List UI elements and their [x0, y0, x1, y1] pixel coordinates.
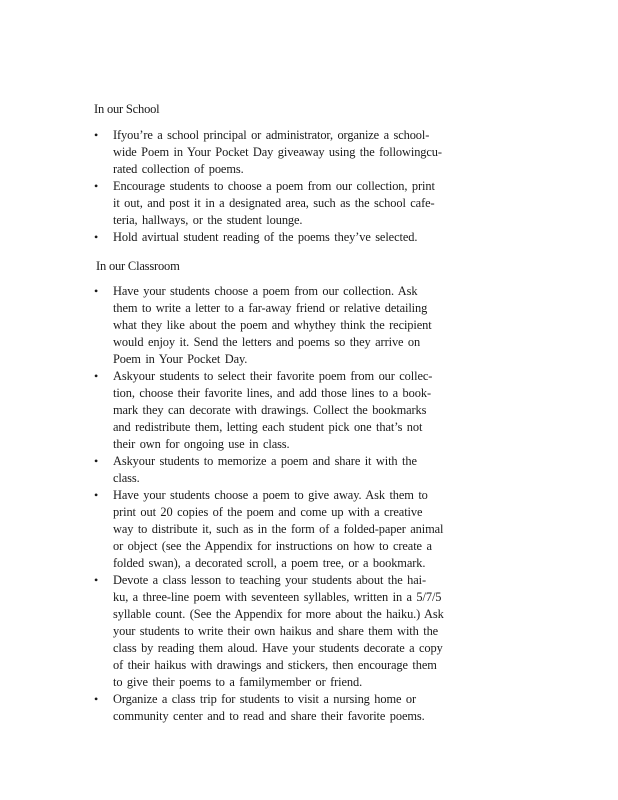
list-item-line: to give their poems to a familymember or friend. [113, 675, 363, 689]
list-item-line: their own for ongoing use in class. [113, 437, 290, 451]
list-item-line: class by reading them aloud. Have your students decorate a copy [113, 641, 443, 655]
classroom-list [0, 283, 618, 725]
classroom-list-item [0, 368, 495, 453]
list-item-line: rated collection of poems. [113, 162, 244, 176]
list-item-line: ku, a three-line poem with seventeen syllables, written in a 5/7/5 [113, 590, 442, 604]
bullet-icon: • [94, 454, 99, 468]
school-list-item [0, 229, 495, 246]
list-item-line: would enjoy it. Send the letters and poems so they arrive on [113, 335, 421, 349]
bullet-icon: • [94, 369, 99, 383]
classroom-section [0, 258, 618, 725]
list-item-line: Askyour students to select their favorite poem from our collec- [113, 369, 433, 383]
list-item-line: community center and to read and share their favorite poems. [113, 709, 425, 723]
classroom-heading: In our Classroom [96, 259, 180, 273]
bullet-icon: • [94, 128, 99, 142]
classroom-list-item [0, 283, 495, 368]
list-item-line: what they like about the poem and whythey think the recipient [113, 318, 432, 332]
list-item-line: way to distribute it, such as in the form of a folded-paper animal [113, 522, 444, 536]
list-item-line: and redistribute them, letting each student pick one that’s not [113, 420, 423, 434]
bullet-icon: • [94, 573, 99, 587]
list-item-line: Have your students choose a poem to give away. Ask them to [113, 488, 428, 502]
classroom-list-item [0, 453, 495, 487]
list-item-line: of their haikus with drawings and stickers, then encourage them [113, 658, 437, 672]
classroom-list-item [0, 691, 495, 725]
list-item-line: syllable count. (See the Appendix for more about the haiku.) Ask [113, 607, 444, 621]
list-item-line: Organize a class trip for students to visit a nursing home or [113, 692, 417, 706]
school-heading: In our School [94, 102, 160, 116]
classroom-list-item [0, 572, 495, 691]
list-item-line: Devote a class lesson to teaching your students about the hai- [113, 573, 426, 587]
list-item-line: them to write a letter to a far-away friend or relative detailing [113, 301, 428, 315]
school-list-item [0, 178, 495, 229]
list-item-line: your students to write their own haikus and share them with the [113, 624, 439, 638]
list-item-line: Poem in Your Pocket Day. [113, 352, 248, 366]
list-item-line: mark they can decorate with drawings. Collect the bookmarks [113, 403, 427, 417]
school-list [0, 127, 618, 246]
list-item-line: Hold avirtual student reading of the poems they’ve selected. [113, 230, 418, 244]
list-item-line: Askyour students to memorize a poem and share it with the [113, 454, 417, 468]
school-section [0, 101, 618, 246]
list-item-line: folded swan), a decorated scroll, a poem tree, or a bookmark. [113, 556, 426, 570]
list-item-line: teria, hallways, or the student lounge. [113, 213, 303, 227]
list-item-line: it out, and post it in a designated area, such as the school cafe- [113, 196, 435, 210]
school-list-item [0, 127, 495, 178]
list-item-line: Encourage students to choose a poem from our collection, print [113, 179, 435, 193]
bullet-icon: • [94, 179, 99, 193]
list-item-line: wide Poem in Your Pocket Day giveaway using the followingcu- [113, 145, 442, 159]
classroom-list-item [0, 487, 495, 572]
bullet-icon: • [94, 284, 99, 298]
bullet-icon: • [94, 488, 99, 502]
list-item-line: or object (see the Appendix for instructions on how to create a [113, 539, 432, 553]
list-item-line: print out 20 copies of the poem and come up with a creative [113, 505, 423, 519]
list-item-line: tion, choose their favorite lines, and add those lines to a book- [113, 386, 431, 400]
list-item-line: Have your students choose a poem from our collection. Ask [113, 284, 418, 298]
list-item-line: Ifyou’re a school principal or administrator, organize a school- [113, 128, 430, 142]
bullet-icon: • [94, 230, 99, 244]
list-item-line: class. [113, 471, 140, 485]
bullet-icon: • [94, 692, 99, 706]
